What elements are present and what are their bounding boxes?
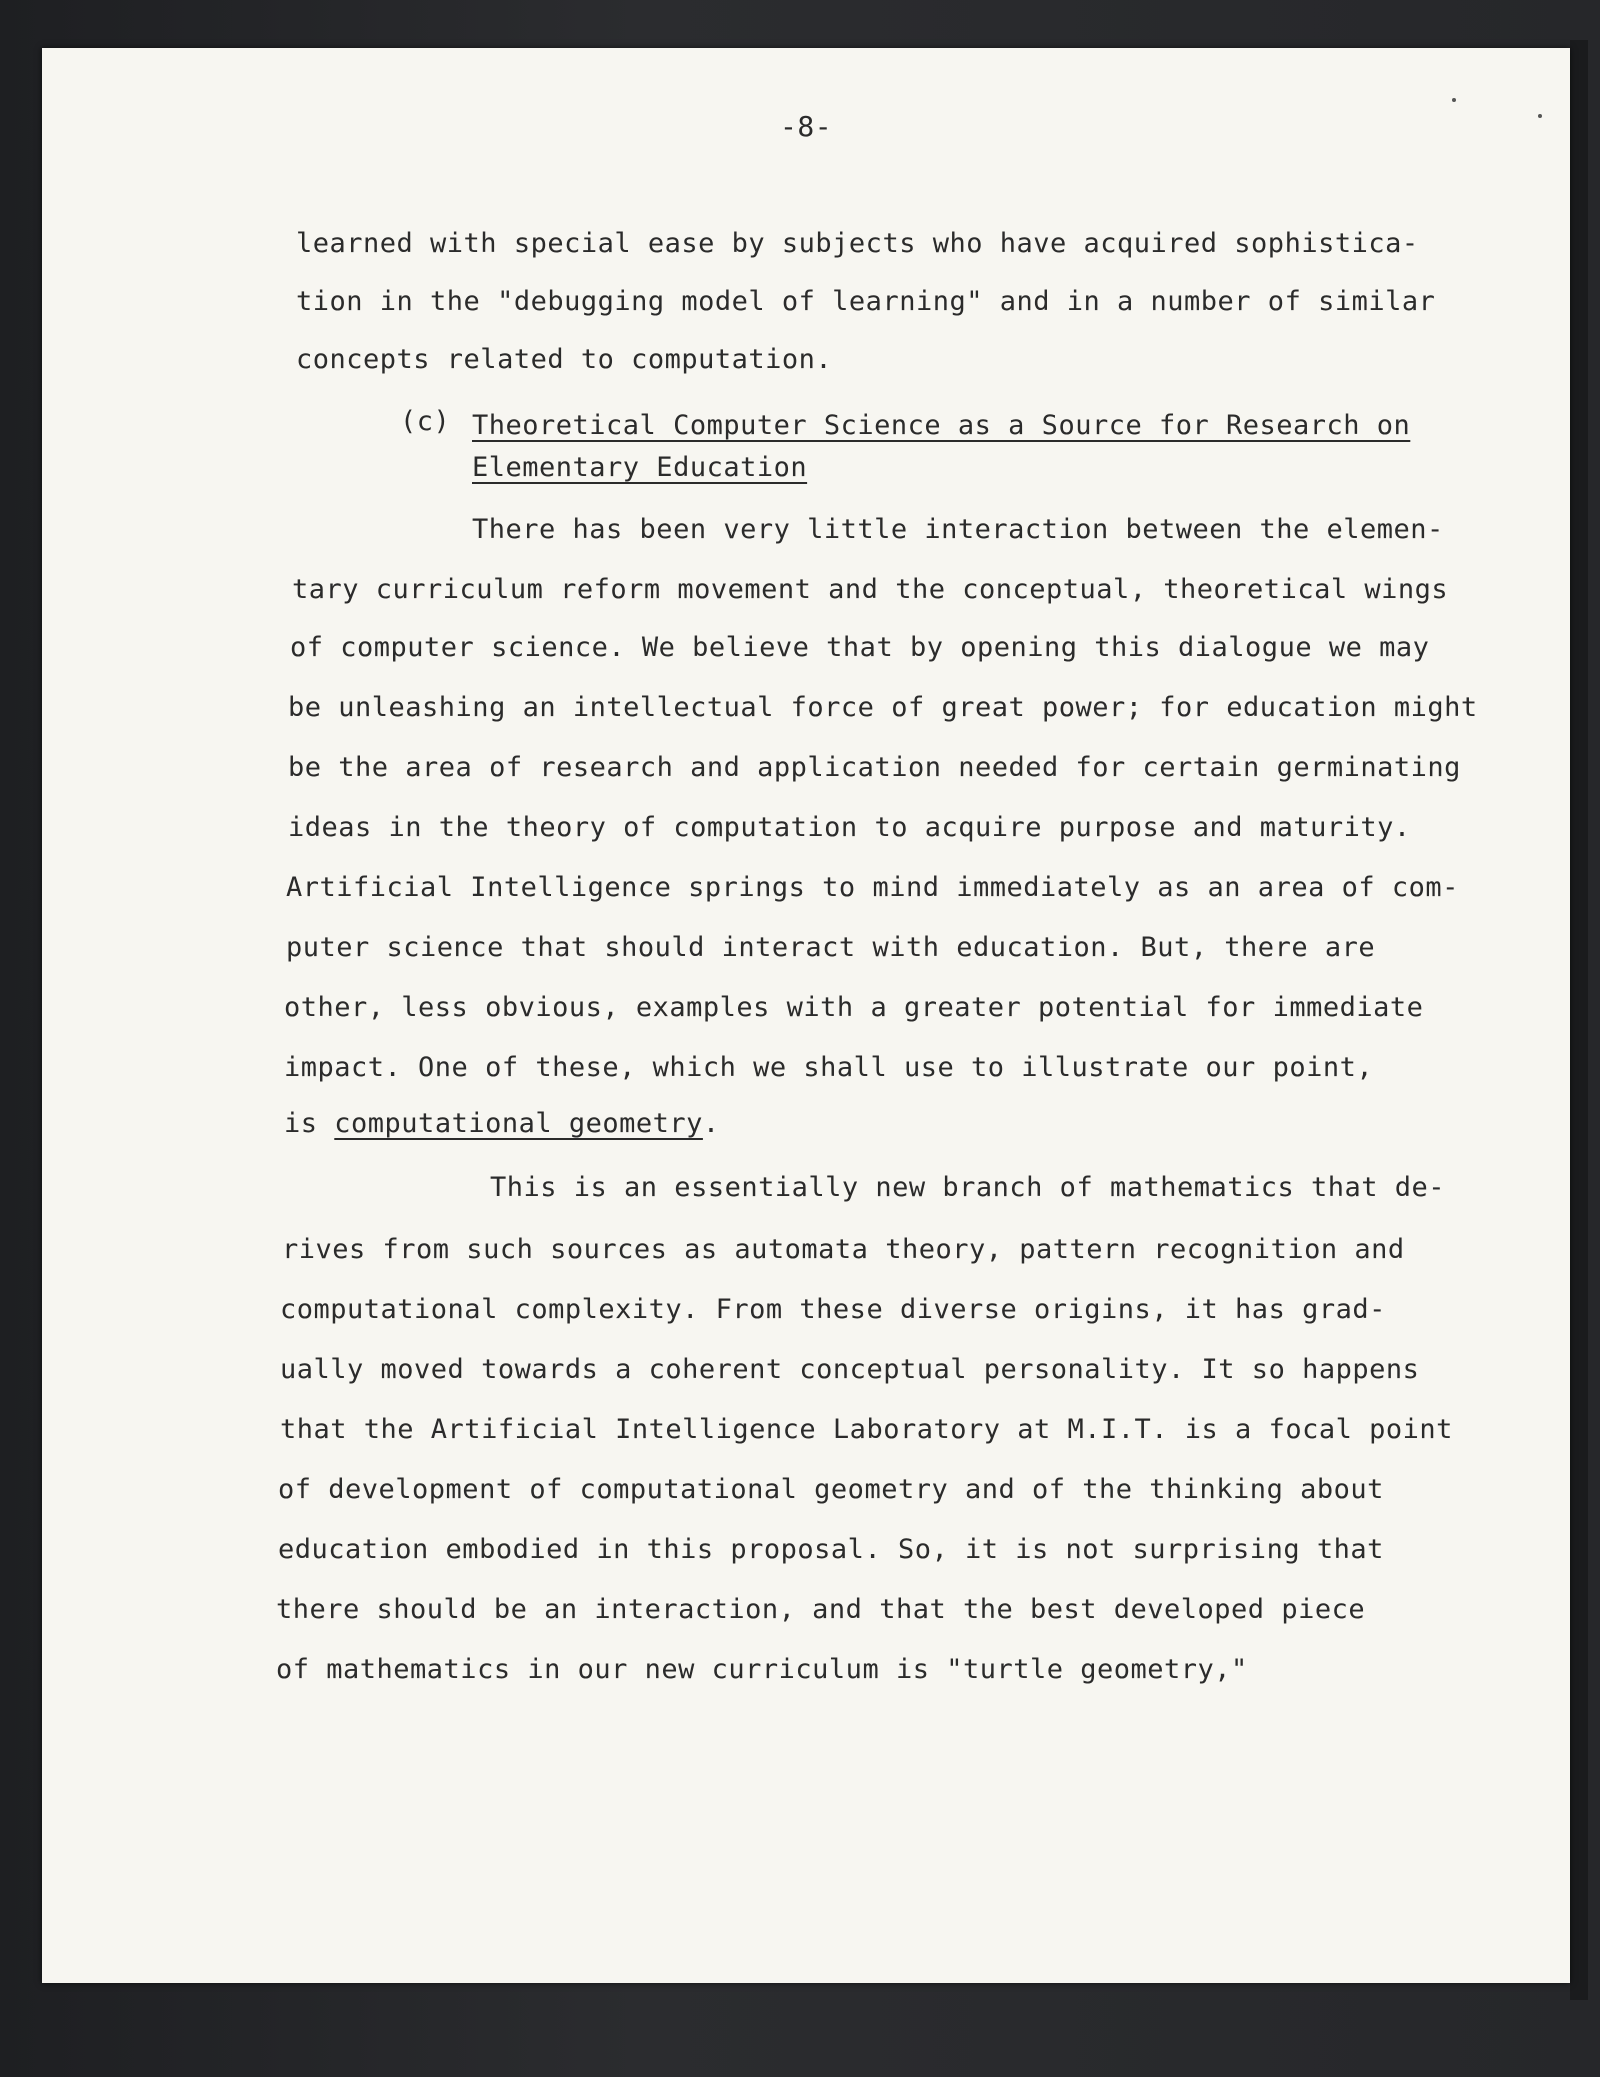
section-heading: Elementary Education — [472, 452, 808, 483]
text-line: computational complexity. From these diverse origins, it has grad- — [280, 1294, 1386, 1325]
text-line: of computer science. We believe that by opening this dialogue we may — [290, 632, 1430, 663]
page-number: -8- — [780, 110, 833, 143]
text-line: This is an essentially new branch of mathematics that de- — [490, 1172, 1446, 1203]
text-line: puter science that should interact with education. But, there are — [286, 932, 1376, 963]
text-line: other, less obvious, examples with a greater potential for immediate — [284, 992, 1424, 1023]
text-line: ideas in the theory of computation to acquire purpose and maturity. — [288, 812, 1411, 843]
text-line: tary curriculum reform movement and the conceptual, theoretical wings — [292, 574, 1449, 605]
text-line: rives from such sources as automata theory, pattern recognition and — [282, 1234, 1405, 1265]
text-line-last — [284, 1108, 720, 1139]
section-heading: Theoretical Computer Science as a Source for Research on — [472, 410, 1411, 441]
text-line: impact. One of these, which we shall use to illustrate our point, — [284, 1052, 1374, 1083]
text-line: there should be an interaction, and that the best developed piece — [276, 1594, 1366, 1625]
text-line: tion in the "debugging model of learning" and in a number of similar — [296, 286, 1436, 317]
paper-edge — [1570, 40, 1588, 2000]
text-span: . — [702, 1108, 720, 1139]
text-line: There has been very little interaction between the elemen- — [472, 514, 1444, 545]
text-line: learned with special ease by subjects who have acquired sophistica- — [296, 228, 1419, 259]
text-line: of mathematics in our new curriculum is "turtle geometry," — [276, 1654, 1248, 1685]
section-label: (c) — [400, 406, 451, 437]
paper-speck — [1538, 114, 1542, 118]
paper-speck — [1452, 98, 1456, 102]
text-line: Artificial Intelligence springs to mind immediately as an area of com- — [286, 872, 1459, 903]
text-line: concepts related to computation. — [296, 344, 833, 375]
text-line: education embodied in this proposal. So, it is not surprising that — [278, 1534, 1384, 1565]
text-span: is — [284, 1108, 335, 1139]
text-line: be unleashing an intellectual force of great power; for education might — [288, 692, 1478, 723]
text-line: ually moved towards a coherent conceptual personality. It so happens — [280, 1354, 1420, 1385]
text-line: of development of computational geometry and of the thinking about — [278, 1474, 1384, 1505]
underlined-term: computational geometry — [334, 1108, 703, 1139]
text-line: that the Artificial Intelligence Laboratory at M.I.T. is a focal point — [280, 1414, 1453, 1445]
text-line: be the area of research and application needed for certain germinating — [288, 752, 1461, 783]
